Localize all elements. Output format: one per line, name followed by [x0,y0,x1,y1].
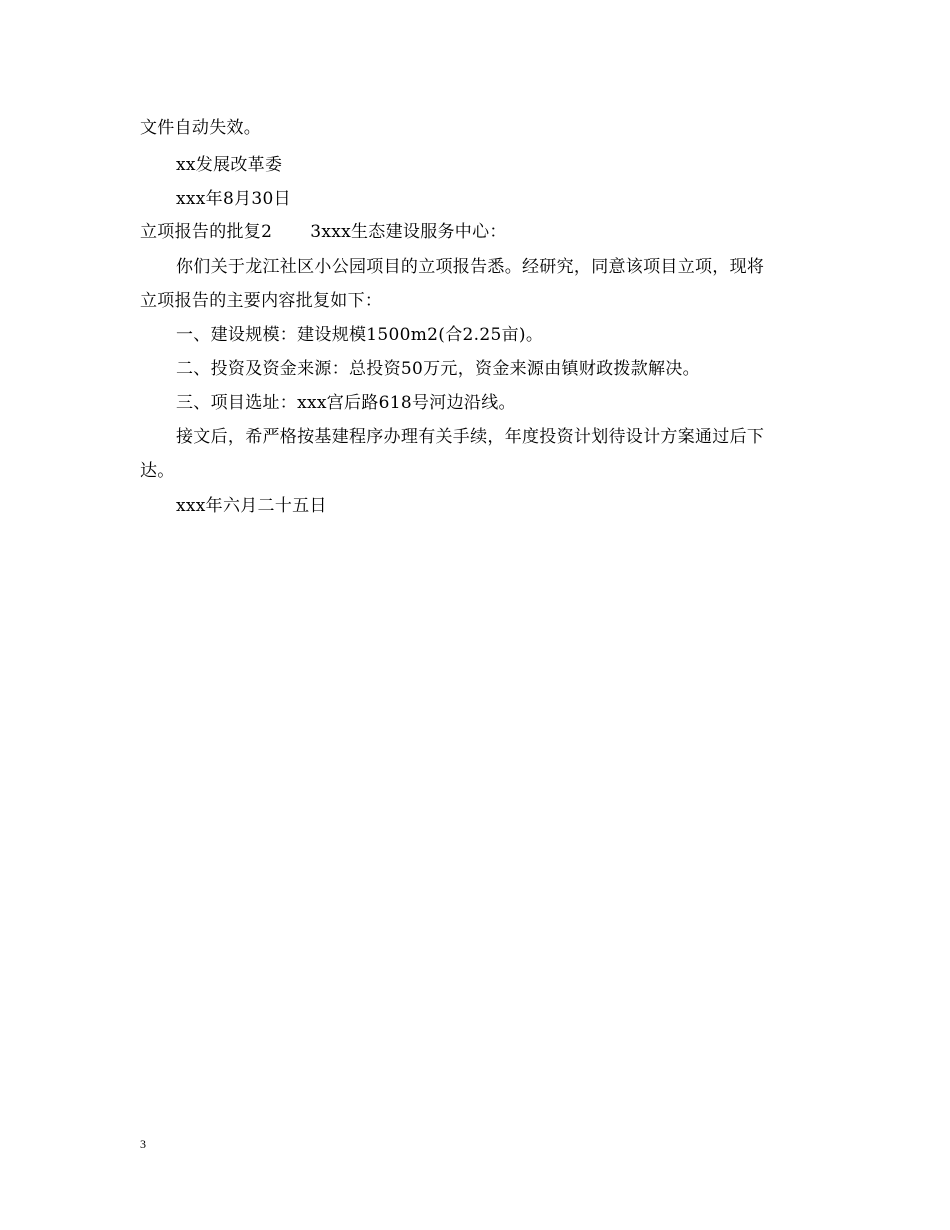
paragraph-line: 立项报告的主要内容批复如下： [140,291,383,311]
date-line: xxx年8月30日 [176,189,291,209]
date-line: xxx年六月二十五日 [176,496,327,516]
list-item: 一、建设规模：建设规模1500m2(合2.25亩)。 [176,325,544,345]
text-line: 文件自动失效。 [140,118,262,138]
paragraph-line: 你们关于龙江社区小公园项目的立项报告悉。经研究，同意该项目立项，现将 [176,257,765,277]
section-title: 立项报告的批复2 [140,222,273,242]
heading-line [140,220,820,244]
recipient: 3xxx生态建设服务中心： [310,222,507,242]
list-item: 二、投资及资金来源：总投资50万元，资金来源由镇财政拨款解决。 [176,359,700,379]
list-item: 三、项目选址：xxx宫后路618号河边沿线。 [176,393,516,413]
paragraph-line: 接文后，希严格按基建程序办理有关手续，年度投资计划待设计方案通过后下 [176,427,765,447]
issuer-line: xx发展改革委 [176,155,283,175]
paragraph-line: 达。 [140,461,175,481]
page-number: 3 [140,1137,146,1151]
